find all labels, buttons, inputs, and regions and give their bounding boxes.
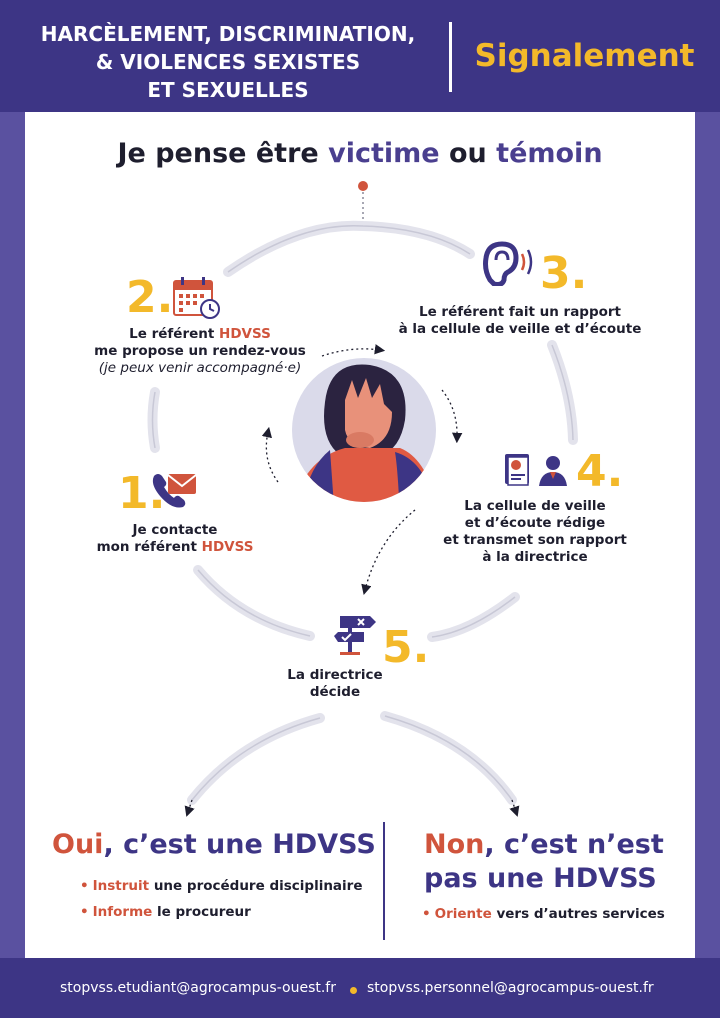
step-2-line-2: me propose un rendez-vous [94,343,306,359]
bullet-1-hl: Instruit [92,878,150,894]
step-2-number [126,272,174,323]
step-1-line-2-pre: mon référent [96,539,202,555]
ring-right [552,345,573,440]
section-label: Signalement [474,38,695,74]
ring-bottom-left [198,570,310,636]
outcome-no-bullet-1 [422,906,665,922]
email-students-link[interactable]: stopvss.etudiant@agrocampus-ouest.fr [60,980,336,996]
step-5-line-2: décide [309,684,361,700]
step-5-number-text: 5. [382,622,430,673]
step-1-text [80,522,270,556]
step-1-number-text: 1. [118,468,166,519]
step-1-line-2 [80,539,270,556]
ear-icon [480,240,540,286]
arrow-1-to-2 [266,432,278,482]
footer [0,958,720,1018]
step-2-number-text: 2. [126,272,174,323]
no-bullet-1-hl: Oriente [434,906,492,922]
step-4-line-2: et d’écoute rédige [464,515,606,531]
outcome-yes-hl: Oui [52,829,104,860]
outcome-yes-rest: , c’est une HDVSS [103,829,376,860]
ring-bottom-right [432,597,515,637]
step-4-line-4: à la directrice [482,549,588,565]
step-2-line-1-pre: Le référent [129,326,220,342]
main-title-pre: Je pense être [117,138,329,169]
outcome-no-line-2: pas une HDVSS [424,863,657,894]
outcome-yes-bullet-2 [80,904,251,920]
step-4-number-text: 4. [576,446,624,497]
footer-dot [350,987,357,994]
bullet-1-rest: une procédure disciplinaire [149,878,363,894]
outcome-yes-title [52,828,376,862]
calendar-icon [172,276,222,320]
step-4-number [576,446,624,497]
bullet-2-rest: le procureur [152,904,251,920]
step-2-line-3: (je peux venir accompagné·e) [98,360,302,376]
step-4-text [430,498,640,566]
report-person-icon [503,452,573,488]
main-title-witness: témoin [496,138,603,169]
step-4-line-1: La cellule de veille [464,498,606,514]
step-2-hdvss: HDVSS [219,326,271,342]
bullet-2-hl: Informe [92,904,153,920]
step-5-number [382,622,430,673]
outcome-no-title [424,828,664,896]
bullet-dot: • [422,906,431,922]
arrow-2-to-3 [322,349,380,356]
step-3-number [540,248,588,299]
arrow-4-to-5 [365,510,415,590]
step-2-text [70,326,330,377]
outcome-yes-bullet-1 [80,878,362,894]
step-3-number-text: 3. [540,248,588,299]
step-1-hdvss: HDVSS [201,539,254,555]
step-3-line-1: Le référent fait un rapport [418,304,622,320]
bullet-dot: • [80,904,89,920]
bullet-dot: • [80,878,89,894]
ring-top [228,226,470,272]
step-1-line-1: Je contacte [132,522,218,538]
step-5-text [280,667,390,701]
step-5-line-1: La directrice [287,667,383,683]
arrow-3-to-4 [442,390,457,438]
branch-left [192,718,320,800]
step-2-line-1 [70,326,330,343]
header-title-line-3: ET SEXUELLES [147,78,309,102]
no-bullet-1-rest: vers d’autres services [491,906,665,922]
outcome-no-hl: Non [424,829,485,860]
center-illustration [290,358,440,520]
start-dot [358,181,368,191]
header-title-line-1: HARCÈLEMENT, DISCRIMINATION, [40,22,416,46]
step-3-text [370,304,670,338]
step-1-number [118,468,166,519]
main-title-mid: ou [439,138,497,169]
signpost-icon [330,612,378,656]
header-title-line-2: & VIOLENCES SEXISTES [95,50,361,74]
step-3-line-2: à la cellule de veille et d’écoute [398,321,642,337]
main-title-victim: victime [328,138,440,169]
email-staff-link[interactable]: stopvss.personnel@agrocampus-ouest.fr [367,980,654,996]
outcome-no-rest-1: , c’est n’est [484,829,664,860]
branch-right [385,716,512,800]
outcome-no-line-1 [424,828,664,862]
outcome-separator [383,822,385,940]
step-4-line-3: et transmet son rapport [443,532,627,548]
